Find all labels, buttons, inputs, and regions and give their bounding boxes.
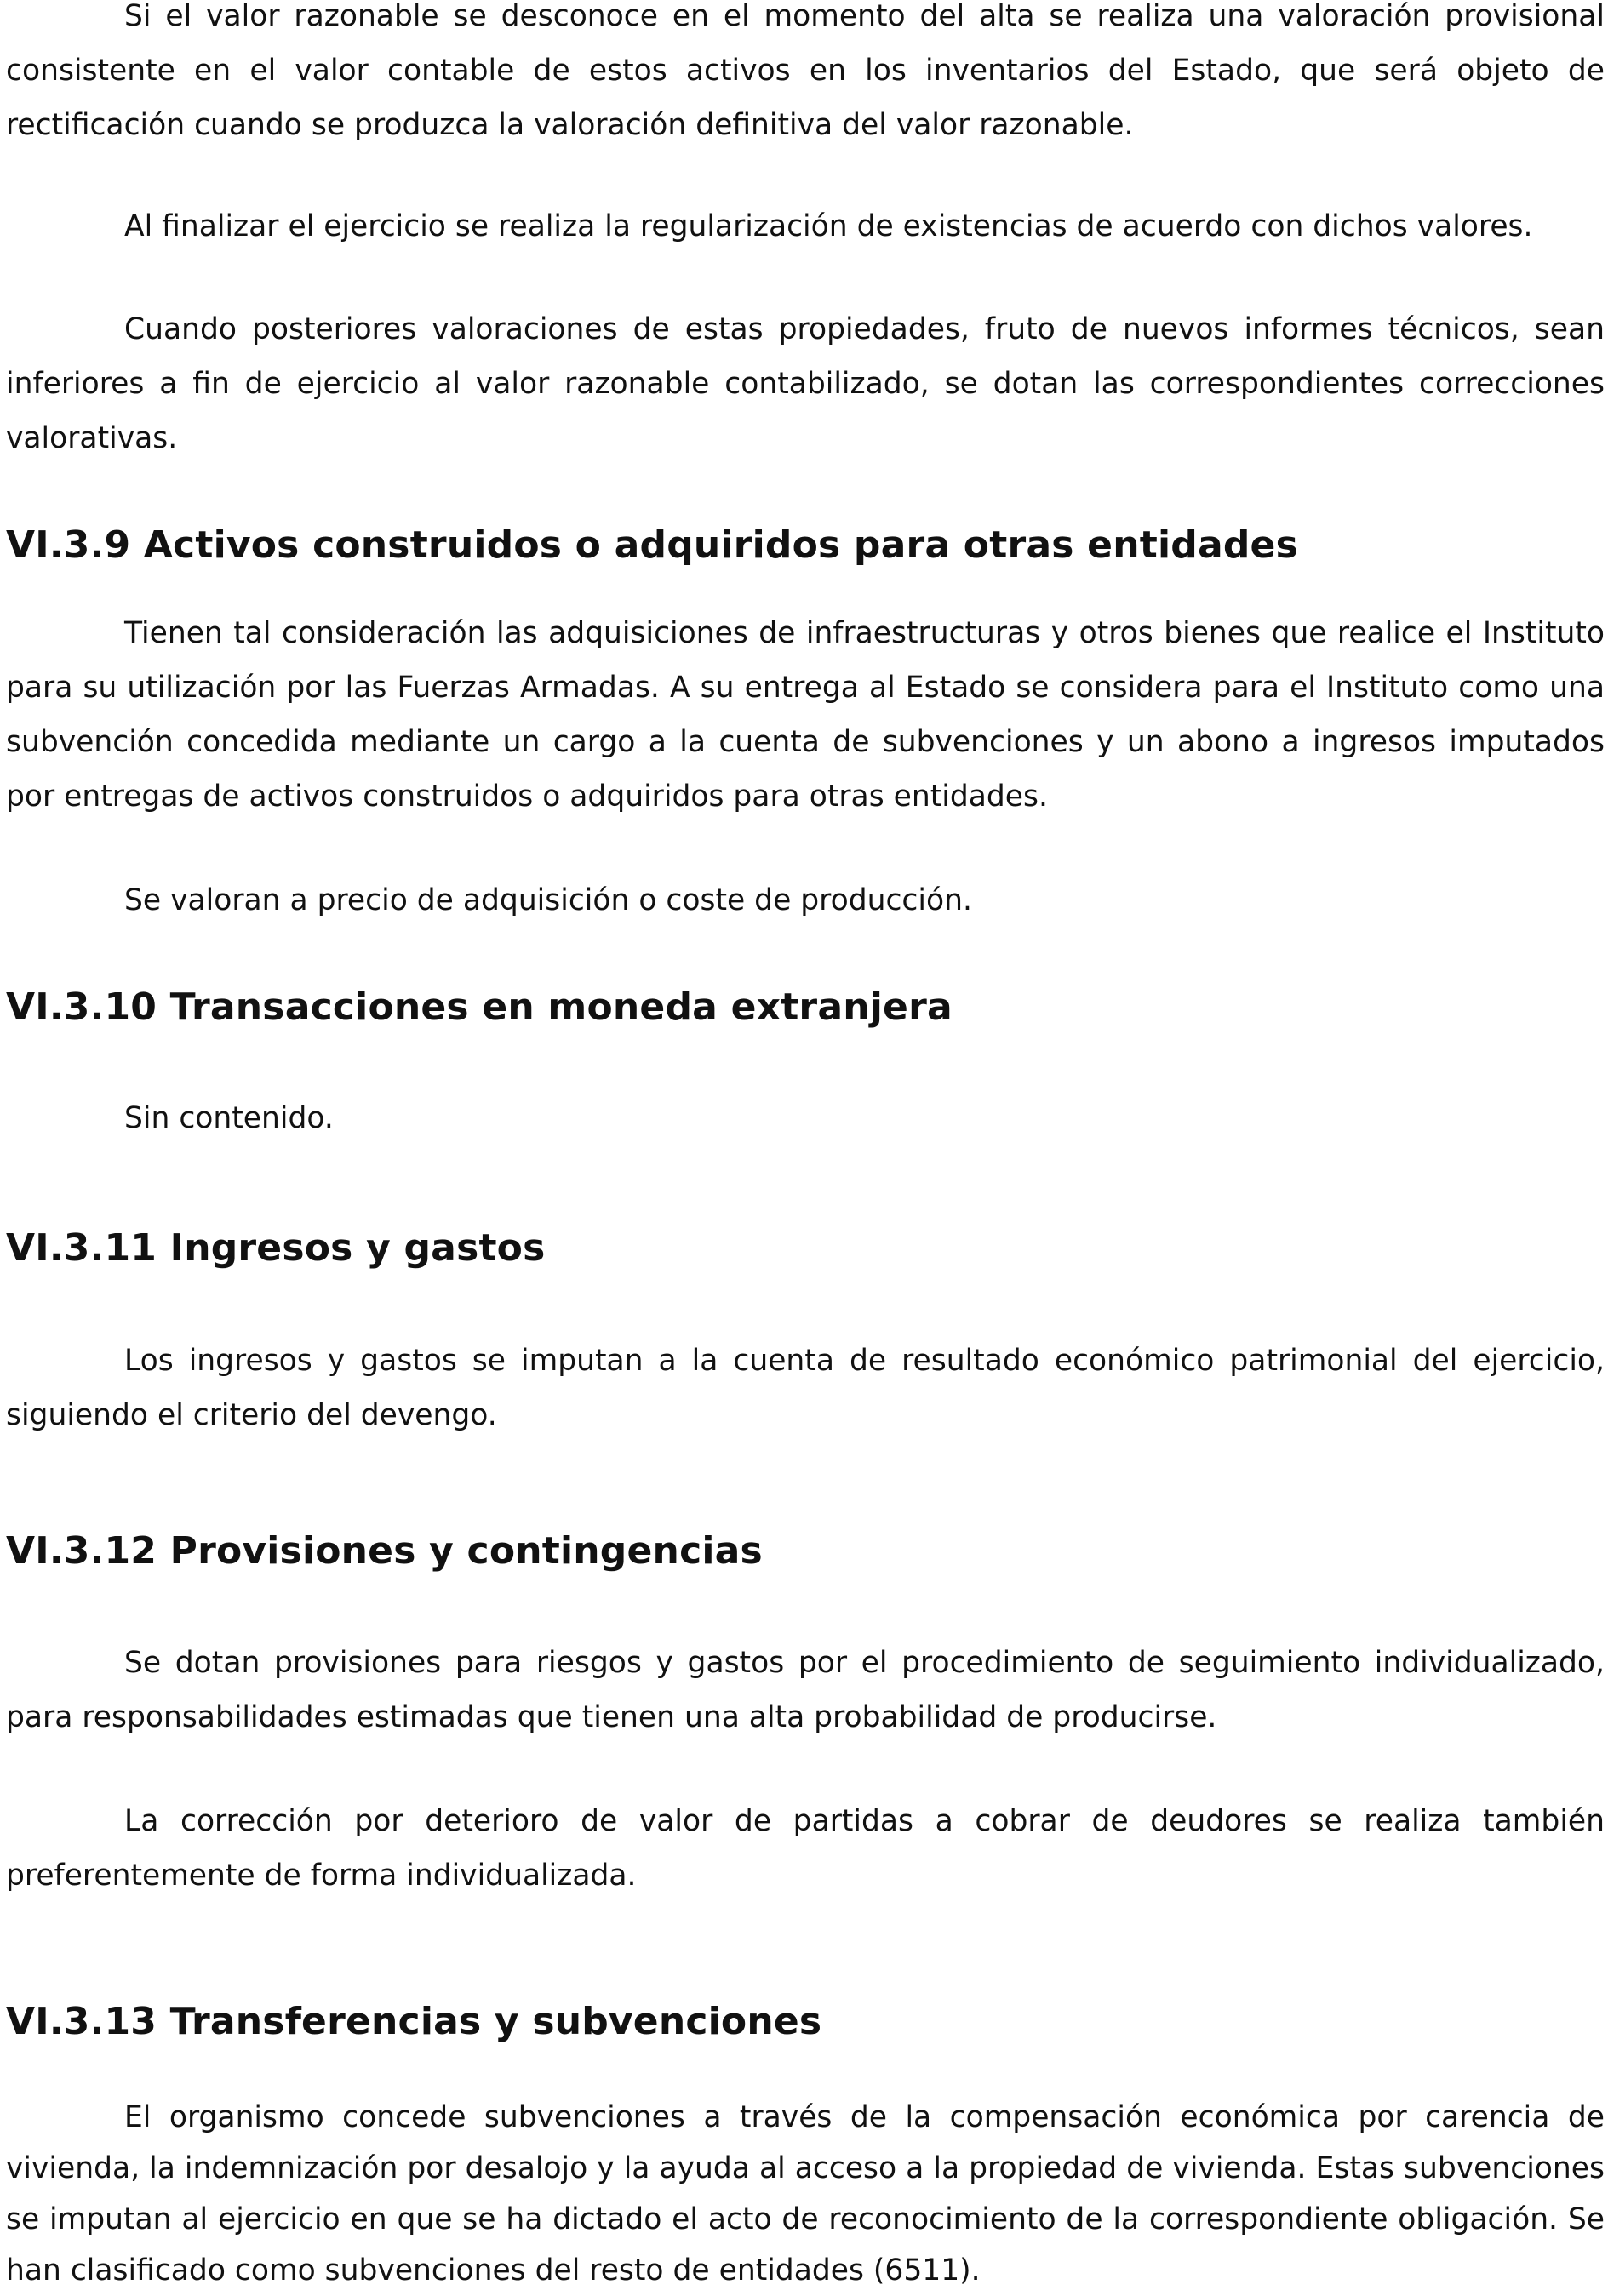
paragraph-valoracion-provisional: Si el valor razonable se desconoce en el momento del alta se realiza una valoración provisional consistente en el valor contable de estos activos en los inventarios del Estado, que será objeto de rectificación cuando se produzca la valoración definitiva del valor razonable. — [6, 0, 1605, 142]
paragraph-subvenciones: El organismo concede subvenciones a través de la compensación económica por carencia de vivienda, la indemnización por desalojo y la ayuda al acceso a la propiedad de vivienda. Estas subvenciones se imputan al ejercicio en que se ha dictado el acto de reconocimiento de la correspondiente obligación. Se han clasificado como subvenciones del resto de entidades (6511). — [6, 2100, 1605, 2287]
paragraph-provisiones: Se dotan provisiones para riesgos y gastos por el procedimiento de seguimiento individualizado, para responsabilidades estimadas que tienen una alta probabilidad de producirse. — [6, 1646, 1605, 1734]
paragraph-ingresos-gastos: Los ingresos y gastos se imputan a la cuenta de resultado económico patrimonial del ejercicio, siguiendo el criterio del devengo. — [6, 1344, 1605, 1432]
section-heading-vi-3-12: VI.3.12 Provisiones y contingencias — [6, 1529, 763, 1573]
paragraph-correcciones-valorativas: Cuando posteriores valoraciones de estas propiedades, fruto de nuevos informes técnicos, sean inferiores a fin de ejercicio al valor razonable contabilizado, se dotan las correspondientes correcciones valorativas. — [6, 312, 1605, 455]
section-heading-vi-3-11: VI.3.11 Ingresos y gastos — [6, 1226, 546, 1270]
paragraph-activos-construidos: Tienen tal consideración las adquisiciones de infraestructuras y otros bienes que realice el Instituto para su utilización por las Fuerzas Armadas. A su entrega al Estado se considera para el Instituto como una subvención concedida mediante un cargo a la cuenta de subvenciones y un abono a ingresos imputados por entregas de activos construidos o adquiridos para otras entidades. — [6, 616, 1605, 814]
paragraph-correccion-deterioro: La corrección por deterioro de valor de partidas a cobrar de deudores se realiza también preferentemente de forma individualizada. — [6, 1804, 1605, 1893]
paragraph-precio-adquisicion: Se valoran a precio de adquisición o coste de producción. — [124, 883, 972, 917]
paragraph-regularizacion-existencias: Al finalizar el ejercicio se realiza la regularización de existencias de acuerdo con dichos valores. — [124, 209, 1533, 243]
paragraph-sin-contenido: Sin contenido. — [124, 1101, 334, 1135]
section-heading-vi-3-13: VI.3.13 Transferencias y subvenciones — [6, 2000, 822, 2043]
section-heading-vi-3-9: VI.3.9 Activos construidos o adquiridos para otras entidades — [6, 523, 1298, 567]
section-heading-vi-3-10: VI.3.10 Transacciones en moneda extranjera — [6, 985, 953, 1029]
